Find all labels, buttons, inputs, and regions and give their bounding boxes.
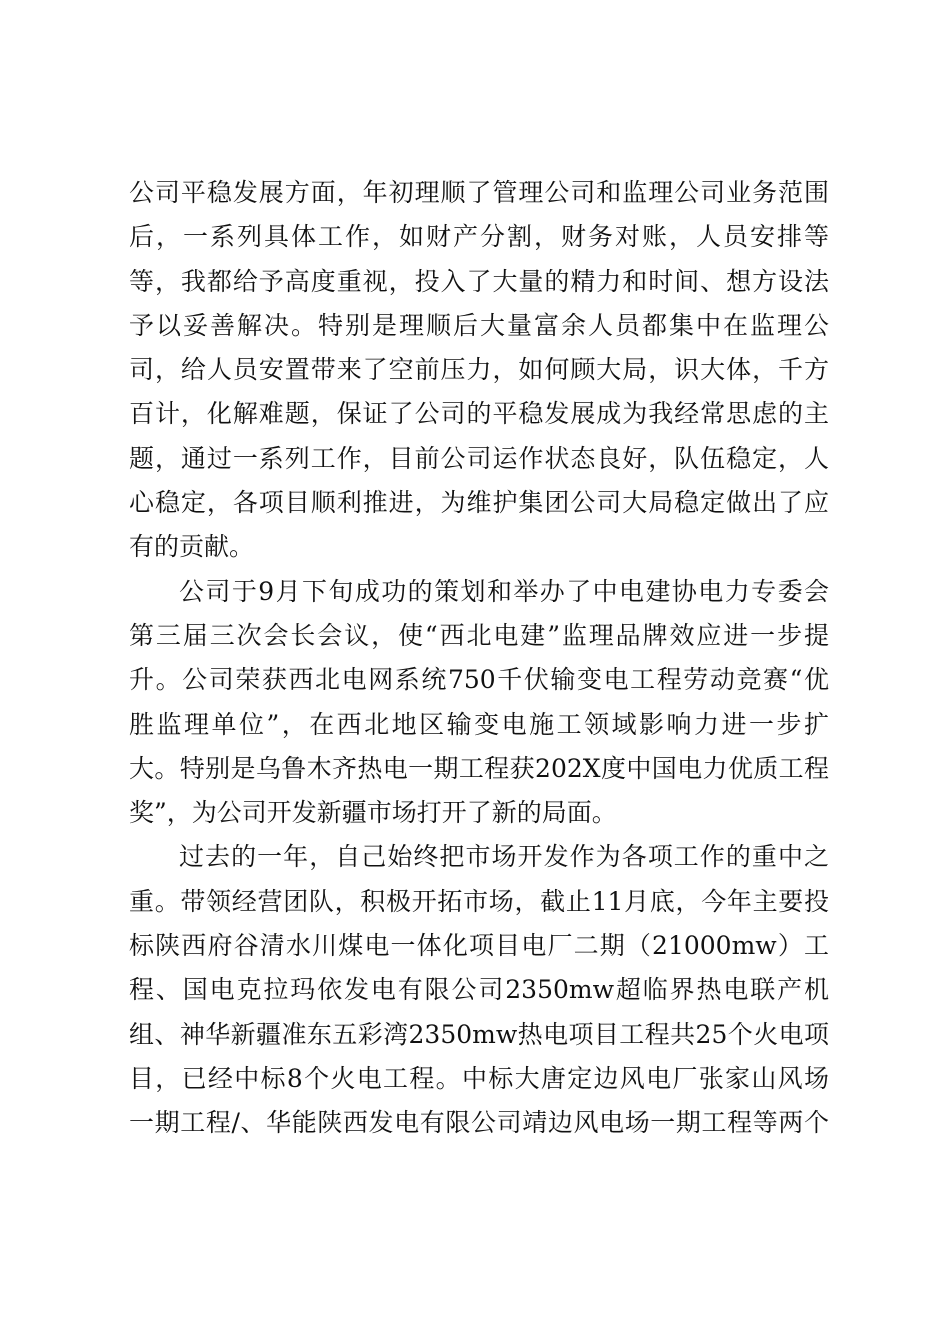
paragraph-first-line: 公司于9月下旬成功的策划和举办了中电建协电力专委会 bbox=[179, 576, 829, 606]
text-line: 心稳定，各项目顺利推进，为维护集团公司大局稳定做出了应 bbox=[129, 488, 829, 518]
text-line: 标陕西府谷清水川煤电一体化项目电厂二期（21000mw）工 bbox=[129, 931, 829, 961]
text-line: 题，通过一系列工作，目前公司运作状态良好，队伍稳定，人 bbox=[129, 443, 829, 473]
text-line: 升。公司荣获西北电网系统750千伏输变电工程劳动竞赛“优 bbox=[129, 665, 829, 695]
text-line: 司，给人员安置带来了空前压力，如何顾大局，识大体，千方 bbox=[129, 355, 829, 385]
text-line: 后，一系列具体工作，如财产分割，财务对账，人员安排等 bbox=[129, 222, 829, 252]
body-text bbox=[129, 171, 829, 1146]
text-line: 等，我都给予高度重视，投入了大量的精力和时间、想方设法 bbox=[129, 266, 829, 296]
text-line: 胜监理单位”，在西北地区输变电施工领域影响力进一步扩 bbox=[129, 709, 829, 739]
text-line: 有的贡献。 bbox=[129, 532, 255, 562]
text-line: 第三届三次会长会议，使“西北电建”监理品牌效应进一步提 bbox=[129, 620, 829, 650]
paragraph-first-line: 过去的一年，自己始终把市场开发作为各项工作的重中之 bbox=[179, 842, 829, 872]
text-line: 大。特别是乌鲁木齐热电一期工程获202X度中国电力优质工程 bbox=[129, 753, 829, 783]
text-line: 组、神华新疆准东五彩湾2350mw热电项目工程共25个火电项 bbox=[129, 1019, 829, 1049]
text-line: 目，已经中标8个火电工程。中标大唐定边风电厂张家山风场 bbox=[129, 1063, 829, 1093]
text-line: 百计，化解难题，保证了公司的平稳发展成为我经常思虑的主 bbox=[129, 399, 829, 429]
text-line: 予以妥善解决。特别是理顺后大量富余人员都集中在监理公 bbox=[129, 310, 829, 340]
text-line: 奖”，为公司开发新疆市场打开了新的局面。 bbox=[129, 798, 617, 828]
text-line: 重。带领经营团队，积极开拓市场，截止11月底，今年主要投 bbox=[129, 886, 829, 916]
text-line: 一期工程/、华能陕西发电有限公司靖边风电场一期工程等两个 bbox=[129, 1108, 829, 1138]
text-line: 公司平稳发展方面，年初理顺了管理公司和监理公司业务范围 bbox=[129, 178, 829, 207]
text-line: 程、国电克拉玛依发电有限公司2350mw超临界热电联产机 bbox=[129, 975, 829, 1005]
